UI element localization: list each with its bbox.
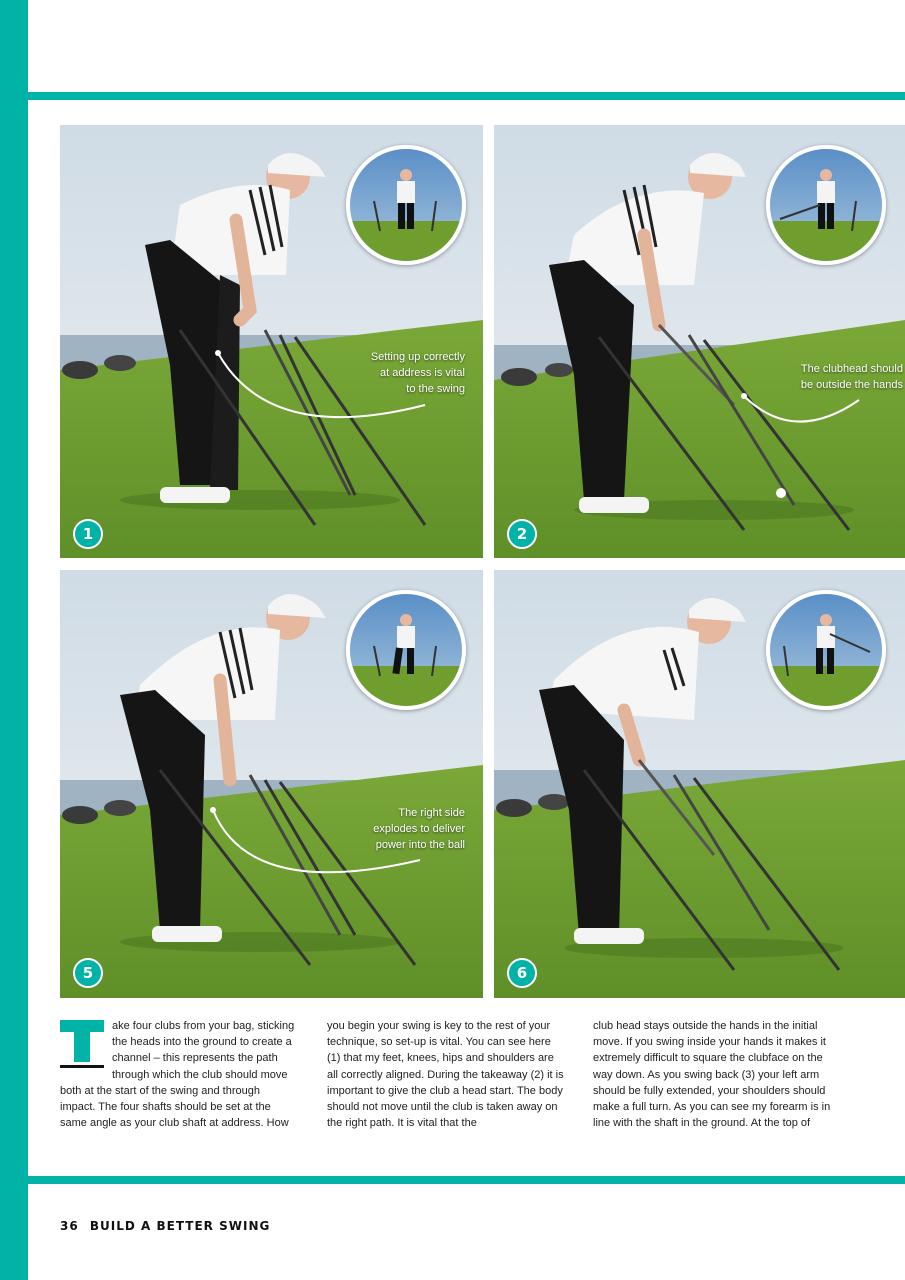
side-accent-strip: [0, 0, 28, 1280]
step-badge-6: 6: [507, 958, 537, 988]
photo-caption-2: The clubhead should be outside the hands: [800, 363, 903, 391]
dropcap: [60, 1020, 104, 1068]
inset-front-view-6: [766, 590, 886, 710]
photo-step-2: [494, 125, 905, 558]
inset-front-view-5: [346, 590, 466, 710]
body-column-2: you begin your swing is key to the rest of your technique, so set-up is vital. You can see here (1) that my feet, knees, hips and shoulders are all correctly aligned. During the takeaway (2) it is important to give the club a head start. The body should not move until the club is taken away on the right path. It is vital that the: [327, 1020, 564, 1130]
page-footer: [60, 1219, 270, 1233]
inset-front-view-1: [346, 145, 466, 265]
body-column-1: [60, 1018, 298, 1131]
section-title: BUILD A BETTER SWING: [89, 1219, 271, 1233]
step-badge-5: 5: [73, 958, 103, 988]
body-column-3: club head stays outside the hands in the initial move. If you swing inside your hands it makes it extremely difficult to square the clubface on the way down. As you swing back (3) your left arm should be fully extended, your shoulders should make a full turn. As you can see my forearm is in line with the shaft in the ground. At the top of: [593, 1020, 831, 1130]
dropcap-glyph: [60, 1020, 104, 1068]
photo-step-5: [60, 570, 483, 998]
bottom-rule: [28, 1176, 905, 1184]
inset-front-view-2: [766, 145, 886, 265]
photo-caption-1: Setting up correctly at address is vital to the swing: [370, 351, 465, 395]
step-badge-1: 1: [73, 519, 103, 549]
step-badge-2: 2: [507, 519, 537, 549]
photo-caption-5: The right side explodes to deliver power into the ball: [373, 807, 465, 851]
body-text-col1: ake four clubs from your bag, sticking the heads into the ground to create a channel – this represents the path through which the club should move both at the start of the swing and through impact. The four shafts should be set at the same angle as your club shaft at address. How: [60, 1020, 295, 1130]
top-rule: [28, 92, 905, 100]
photo-step-1: [60, 125, 483, 558]
page-number: 36: [60, 1219, 79, 1233]
photo-step-6: [494, 570, 905, 998]
